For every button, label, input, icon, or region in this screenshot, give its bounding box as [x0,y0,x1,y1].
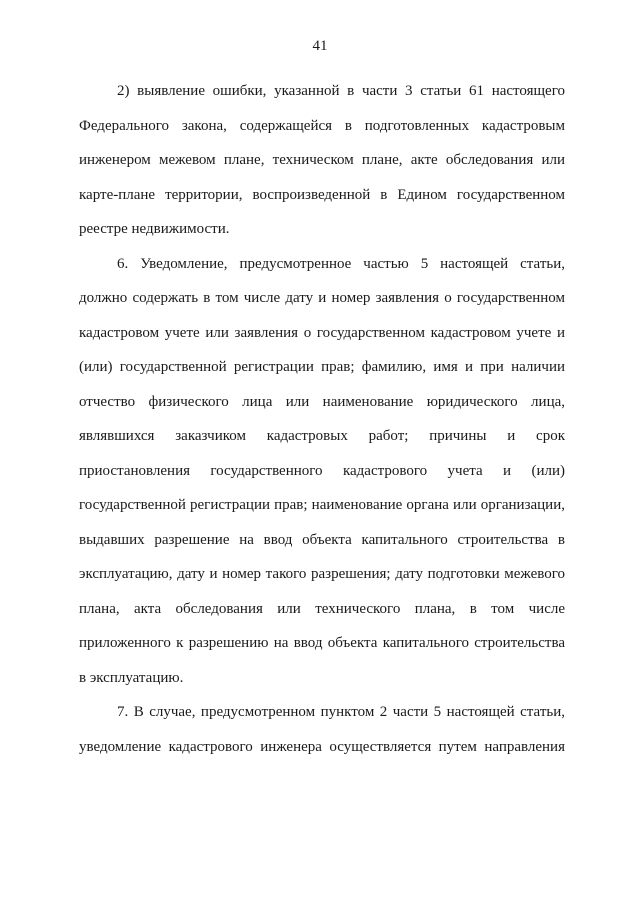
text-line: приложенного к разрешению на ввод объекта капитального строительства [79,635,565,651]
text-line: Федерального закона, содержащейся в подготовленных кадастровым [79,117,565,134]
text-line: инженером межевом плане, техническом плане, акте обследования или [79,152,565,168]
text-line: кадастровом учете или заявления о государственном кадастровом учете и [79,324,565,341]
text-line: плана, акта обследования или технического плана, в том числе [79,600,565,617]
text-line: карте-плане территории, воспроизведенной в Едином государственном [79,186,565,203]
text-line: выдавших разрешение на ввод объекта капитального строительства в [79,531,565,548]
text-line: эксплуатацию, дату и номер такого разрешения; дату подготовки межевого [79,566,565,582]
text-line: 2) выявление ошибки, указанной в части 3 статьи 61 настоящего [117,83,565,99]
text-line: 6. Уведомление, предусмотренное частью 5 настоящей статьи, [117,255,565,272]
text-line: являвшихся заказчиком кадастровых работ; причины и срок [79,428,565,444]
page-number: 41 [312,38,328,54]
text-line: государственной регистрации прав; наименование органа или организации, [79,497,565,513]
text-line: 7. В случае, предусмотренном пунктом 2 части 5 настоящей статьи, [117,704,565,720]
text-line: должно содержать в том числе дату и номер заявления о государственном [79,290,565,306]
text-line: (или) государственной регистрации прав; фамилию, имя и при наличии [79,359,565,375]
text-line: приостановления государственного кадастрового учета и (или) [79,462,565,479]
text-line: уведомление кадастрового инженера осуществляется путем направления [79,738,565,755]
paragraph-item-7 [79,695,565,764]
paragraph-item-6 [79,247,565,696]
text-line: отчество физического лица или наименование юридического лица, [79,393,565,410]
text-line: реестре недвижимости. [79,221,230,237]
document-body [79,74,565,764]
text-line: в эксплуатацию. [79,669,184,686]
paragraph-item-2 [79,74,565,247]
